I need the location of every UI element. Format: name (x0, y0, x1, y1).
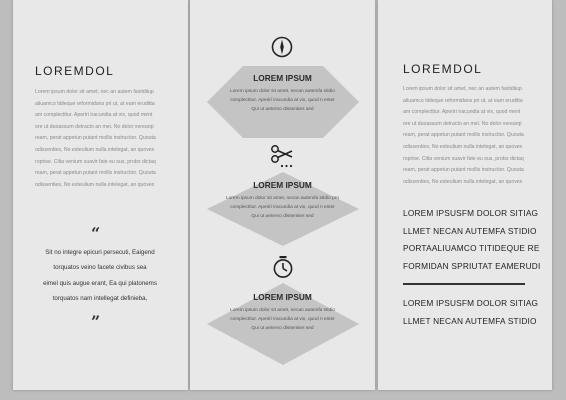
quote-line: torquatos nam intellegat definieba, (52, 294, 148, 302)
body-line: aliuamco tidieque reformidans pri ut, at eam eruditta (35, 100, 155, 107)
clock-icon (271, 255, 295, 279)
quote-line: eimel quis augue erant, Ea qui platonems (43, 279, 157, 287)
quote-line: Sit no integre epicuri persecuti, Eaigend (45, 249, 155, 256)
body-line: Lorem ipsum dolor sit amet, nec an autem fastidiiup (35, 89, 154, 95)
left-panel-title: LOREMDOL (35, 64, 115, 78)
body-line: odissenties, No esteulium nulla intelegat, an quovex (35, 146, 155, 153)
item-line: complectitur. Aperiri iracundia at vix, quod n enter (230, 204, 335, 210)
middle-panel (190, 0, 375, 390)
caps-line: LLMET NECAN AUTEMFA STIDIO (403, 225, 537, 236)
open-quote-mark: “ (91, 224, 101, 243)
item-line: Lorem ipsum dolor sit amet, necan autemfa stidio (230, 89, 335, 94)
body-line: roprise. Cilta venium suavir fate eu sus, probo dictaq (403, 155, 524, 162)
left-body-text (35, 87, 156, 191)
item-line: Qui ut aeterno dissenties sed (251, 325, 314, 331)
item-title: LOREM IPSUM (253, 292, 312, 302)
caps-block (403, 295, 538, 330)
body-line: ore ut duoassum detracto an mei. No dolor verearqi (403, 120, 522, 127)
right-panel-title: LOREMDOL (403, 62, 483, 76)
body-line: ream, perat appetun putant mollis instructior. Quouta (35, 170, 156, 177)
caps-line: PORTAALIUAMCO TITIDEQUE RE (403, 243, 540, 253)
item-line: Qui ut aeterno dissenties sed (251, 213, 314, 219)
item-title: LOREM IPSUM (253, 73, 312, 83)
body-line: am complectitur. Aperiri iracundia at vix, quod ment (35, 112, 153, 119)
item-text (190, 307, 375, 333)
body-line: roprise. Cilta venium suavir fate eu sus, probo dictaq (35, 158, 156, 165)
item-line: Lorem ipsum dolor sit amet, necan autemfa stidio pro (225, 196, 340, 201)
body-line: aliuamco tidieque reformidans pri ut, at eam eruditta (403, 97, 523, 104)
item-line: Qui ut aeterno dissenties sed (251, 106, 314, 112)
item-line: complectitur. Aperiri iracundia at vix, quod n enter (230, 316, 335, 322)
divider (403, 283, 525, 285)
item-line: Lorem ipsum dolor sit amet, necan autemfa stidio (230, 308, 335, 313)
scissors-icon (270, 144, 296, 168)
body-line: ore ut duoassum detracto an mei. No dolor verearqi (35, 123, 154, 130)
close-quote-mark: ” (91, 312, 101, 331)
left-panel (13, 0, 188, 390)
quote-line: torquatos veino facete civibus sea (53, 264, 147, 272)
compass-icon (270, 35, 294, 59)
body-line: odissenties, No esteulium nulla intelegat, an quovex (35, 181, 155, 188)
caps-line: LLMET NECAN AUTEMFA STIDIO (403, 315, 537, 326)
caps-line: LOREM IPSUSFM DOLOR SITIAG (403, 208, 539, 218)
right-panel (378, 0, 552, 390)
item-title: LOREM IPSUM (253, 180, 312, 190)
body-line: ream, perat appetun putant mollis instructior. Quouta (35, 135, 156, 142)
item-line: complectitur. Aperiri iracundia at vix, quod n enter (230, 97, 335, 103)
right-body-text (403, 84, 524, 188)
body-line: am complectitur. Aperiri iracundia at vix, quod ment (403, 109, 521, 116)
caps-line: FORMIDAN SPRIUTAT EAMERUDI (403, 260, 541, 271)
body-line: odissenties, No esteulium nulla intelegat, an quovex (403, 178, 523, 185)
body-line: odissenties, No esteulium nulla intelegat, an quovex (403, 143, 523, 150)
item-text (190, 88, 375, 114)
body-line: ream, perat appetun putant mollis instructior. Quouta (403, 132, 524, 139)
quote-text (25, 245, 175, 306)
caps-line: LOREM IPSUSFM DOLOR SITIAG (403, 298, 539, 308)
body-line: Lorem ipsum dolor sit amet, nec an autem fastidiiup (403, 86, 522, 92)
item-text (190, 195, 375, 221)
body-line: ream, perat appetun putant mollis instructior. Quouta (403, 167, 524, 174)
caps-block (403, 205, 541, 275)
